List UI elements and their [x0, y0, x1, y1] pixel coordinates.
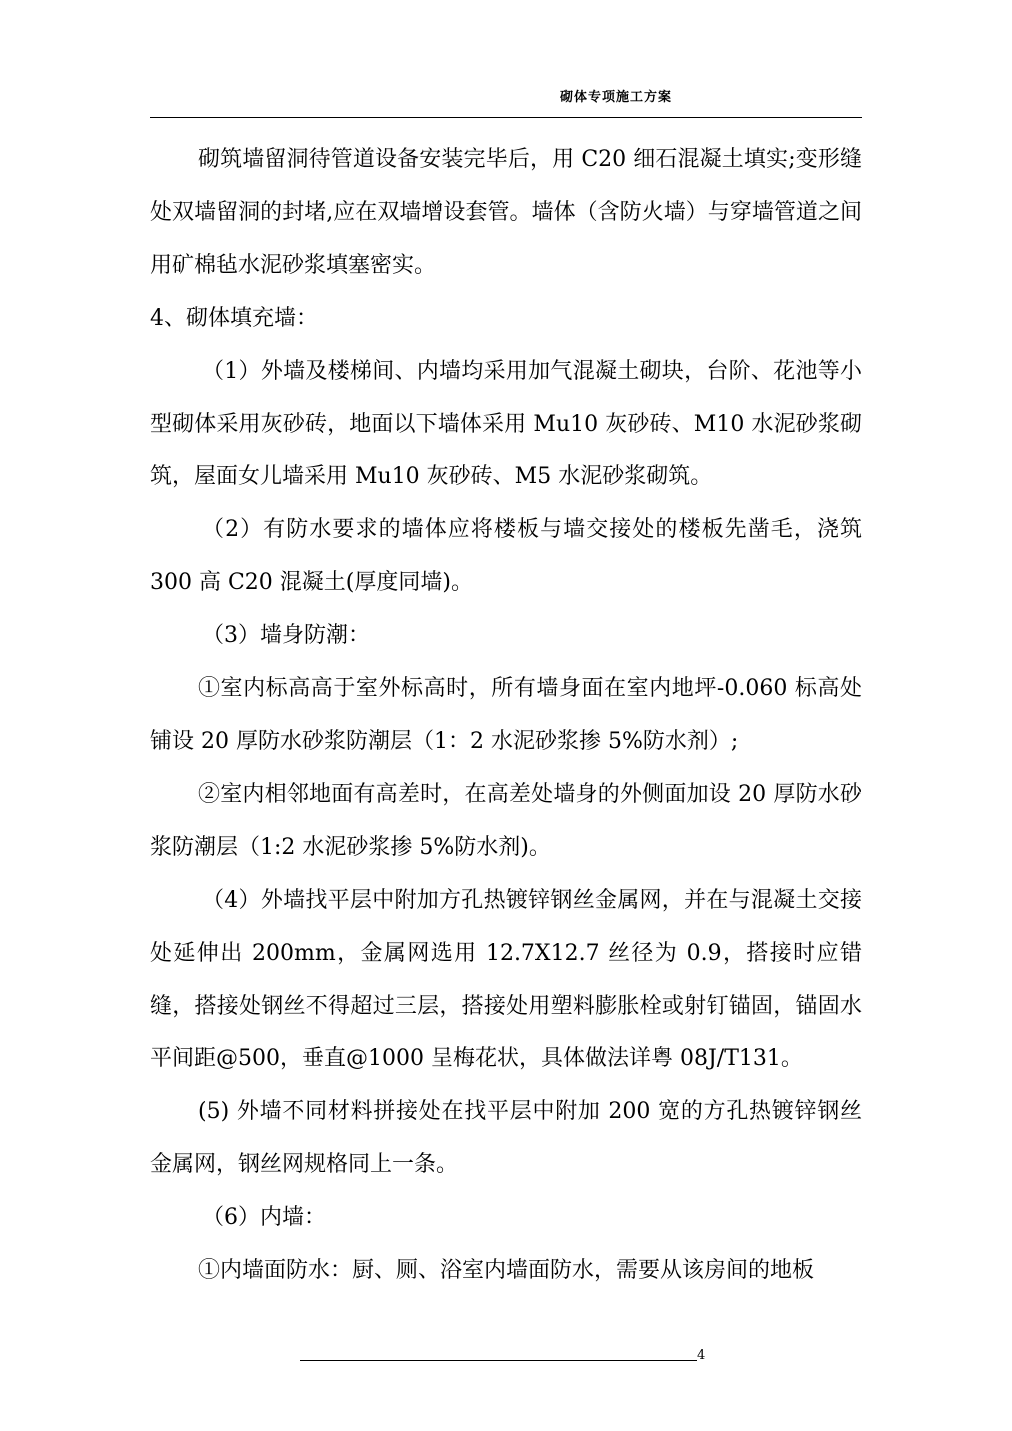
page-number: 4 — [697, 1348, 706, 1363]
item-5-material-joints: (5) 外墙不同材料拼接处在找平层中附加 200 宽的方孔热镀锌钢丝金属网，钢丝网规格同上一条。 — [150, 1099, 862, 1178]
section-heading-infill-wall: 4、砌体填充墙： — [150, 305, 318, 331]
item-1-exterior-walls: （1）外墙及楼梯间、内墙均采用加气混凝土砌块，台阶、花池等小型砌体采用灰砂砖，地面以下墙体采用 Mu10 灰砂砖、M10 水泥砂浆砌筑，屋面女儿墙采用 Mu10 灰砂砖、M5 水泥砂浆砌筑。 — [150, 358, 862, 490]
item-4-wire-mesh: （4）外墙找平层中附加方孔热镀锌钢丝金属网，并在与混凝土交接处延伸出 200mm，金属网选用 12.7X12.7 丝径为 0.9，搭接时应错缝，搭接处钢丝不得超过三层，搭接处用塑料膨胀栓或射钉锚固，锚固水平间距@500，垂直@1000 呈梅花状，具体做法详粤 08J/T131。 — [150, 887, 862, 1072]
paragraph-pipe-openings: 砌筑墙留洞待管道设备安装完毕后，用 C20 细石混凝土填实;变形缝处双墙留洞的封堵,应在双墙增设套管。墙体（含防火墙）与穿墙管道之间用矿棉毡水泥砂浆填塞密实。 — [150, 147, 862, 278]
footer-divider — [300, 1360, 697, 1361]
document-body — [150, 134, 862, 1298]
item-6-sub-1: ①内墙面防水：厨、厕、浴室内墙面防水，需要从该房间的地板 — [198, 1258, 815, 1284]
item-2-waterproof-walls: （2）有防水要求的墙体应将楼板与墙交接处的楼板先凿毛，浇筑 300 高 C20 混凝土(厚度同墙)。 — [150, 517, 862, 596]
item-3-sub-1: ①室内标高高于室外标高时，所有墙身面在室内地坪-0.060 标高处铺设 20 厚防水砂浆防潮层（1：2 水泥砂浆掺 5%防水剂）; — [150, 676, 862, 754]
item-6-interior-walls-heading: （6）内墙： — [202, 1205, 326, 1231]
item-3-damp-proofing-heading: （3）墙身防潮： — [202, 623, 370, 649]
item-3-sub-2: ②室内相邻地面有高差时，在高差处墙身的外侧面加设 20 厚防水砂浆防潮层（1:2 水泥砂浆掺 5%防水剂)。 — [150, 781, 862, 860]
header-divider — [150, 117, 862, 118]
page-header-title: 砌体专项施工方案 — [559, 90, 672, 105]
